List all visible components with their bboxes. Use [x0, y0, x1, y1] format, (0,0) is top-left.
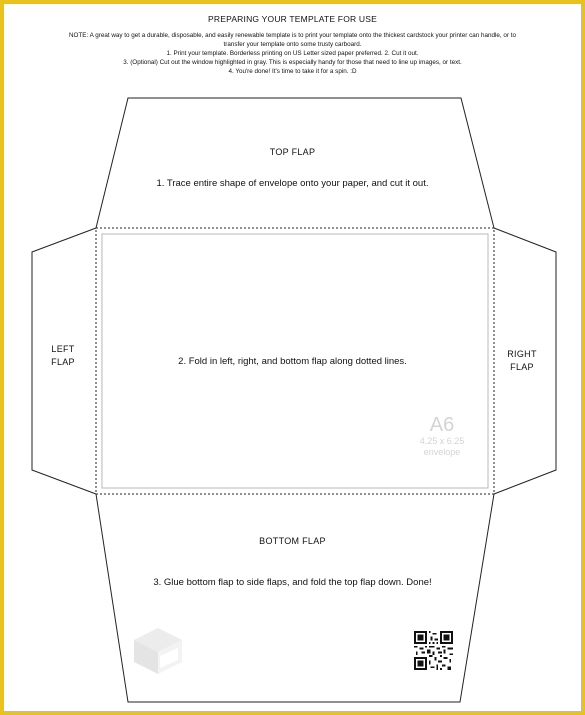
left-flap-label-line-2: FLAP	[51, 357, 75, 367]
top-flap-outline	[96, 98, 494, 228]
envelope-size-watermark	[418, 414, 466, 458]
step-1-2-line: 1. Print your template. Borderless printing on US Letter sized paper preferred. 2. Cut it out.	[166, 50, 419, 57]
cube-logo-icon	[130, 626, 186, 676]
page-title: PREPARING YOUR TEMPLATE FOR USE	[208, 14, 377, 24]
watermark-word: envelope	[423, 447, 461, 457]
note-line-2: transfer your template onto some trusty carboard.	[223, 41, 362, 48]
left-flap-label-line-1: LEFT	[51, 344, 75, 354]
right-flap-label-line-1: RIGHT	[507, 349, 537, 359]
qr-code-icon	[414, 631, 453, 670]
note-line-1: NOTE: A great way to get a durable, disposable, and easily renewable template is to print your template onto the thickest cardstock your printer can handle, or to	[69, 32, 516, 39]
step-3-line: 3. (Optional) Cut out the window highlighted in gray. This is especially handy for those that need to line up images, or text.	[123, 59, 462, 66]
step-4-line: 4. You're done! It's time to take it for a spin. :D	[228, 68, 357, 75]
top-flap-instruction: 1. Trace entire shape of envelope onto your paper, and cut it out.	[156, 178, 429, 189]
template-sheet	[4, 4, 581, 711]
center-instruction: 2. Fold in left, right, and bottom flap along dotted lines.	[178, 356, 407, 367]
bottom-flap-instruction: 3. Glue bottom flap to side flaps, and fold the top flap down. Done!	[153, 577, 432, 588]
watermark-dimensions: 4.25 x 6.25	[419, 436, 465, 446]
right-flap-label-line-2: FLAP	[510, 362, 534, 372]
bottom-flap-title: BOTTOM FLAP	[259, 536, 326, 546]
watermark-size: A6	[429, 414, 455, 436]
top-flap-title: TOP FLAP	[269, 147, 316, 157]
